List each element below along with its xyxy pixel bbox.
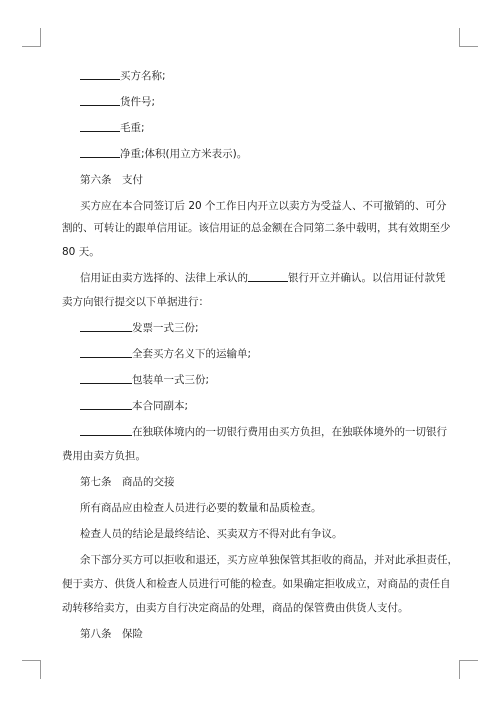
fill-blank: [80, 373, 132, 384]
article-7-p3-line3: 动转移给卖方，由卖方自行决定商品的处理，商品的保管费由供货人支付。: [62, 602, 409, 614]
article-7-p1: 所有商品应由检查人员进行必要的数量和品质检查。: [80, 502, 322, 514]
crop-mark-top-right: [459, 28, 478, 47]
field-line-buyer-name: 买方名称;: [80, 68, 166, 84]
article-6-para1-line1: 买方应在本合同签订后 20 个工作日内开立以卖方为受益人、不可撤销的、可分: [80, 200, 447, 212]
article-6-para1-line3: 80 天。: [62, 246, 100, 258]
article-6-para2-line2: 卖方向银行提交以下单据进行：: [62, 296, 209, 308]
article-6-para1-line2: 割的、可转让的跟单信用证。该信用证的总金额在合同第二条中载明，其有效期至少: [62, 222, 451, 234]
fill-blank: [80, 121, 120, 132]
fill-blank: [80, 425, 132, 436]
article-7-p3-line1: 余下部分买方可以拒收和退还，买方应单独保管其拒收的商品，并对此承担责任，: [80, 554, 458, 566]
article-7-p2: 检查人员的结论是最终结论、买卖双方不得对此有争议。: [80, 528, 343, 540]
doc-item-packing: 包装单一式三份;: [80, 372, 209, 388]
fill-blank: [80, 95, 120, 106]
fill-blank: [248, 271, 288, 282]
article-7-p3-line2: 便于卖方、供货人和检查人员进行可能的检查。如果确定拒收成立，对商品的责任自: [62, 578, 451, 590]
crop-mark-top-left: [22, 28, 41, 47]
field-line-net-weight: 净重;体积(用立方米表示)。: [80, 146, 247, 162]
article-7-heading: 第七条 商品的交接: [80, 476, 175, 488]
doc-item-transport: 全套买方名义下的运输单;: [80, 346, 251, 362]
field-line-gross-weight: 毛重;: [80, 120, 145, 136]
fill-blank: [80, 399, 132, 410]
article-6-fees-line2: 费用由卖方负担。: [62, 450, 146, 462]
fill-blank: [80, 347, 132, 358]
doc-item-invoice: 发票一式三份;: [80, 320, 199, 336]
fill-blank: [80, 69, 120, 80]
fill-blank: [80, 147, 120, 158]
doc-item-contract-copy: 本合同副本;: [80, 398, 188, 414]
article-6-heading: 第六条 支付: [80, 174, 143, 186]
crop-mark-bottom-right: [459, 660, 478, 679]
crop-mark-bottom-left: [22, 660, 41, 679]
fill-blank: [80, 321, 132, 332]
article-6-fees-line1: 在独联体境内的一切银行费用由买方负担，在独联体境外的一切银行: [80, 424, 447, 440]
field-line-item-number: 货件号;: [80, 94, 155, 110]
article-6-para2-line1: 信用证由卖方选择的、法律上承认的 银行开立并确认。以信用证付款凭: [80, 272, 446, 284]
article-8-heading: 第八条 保险: [80, 628, 143, 640]
